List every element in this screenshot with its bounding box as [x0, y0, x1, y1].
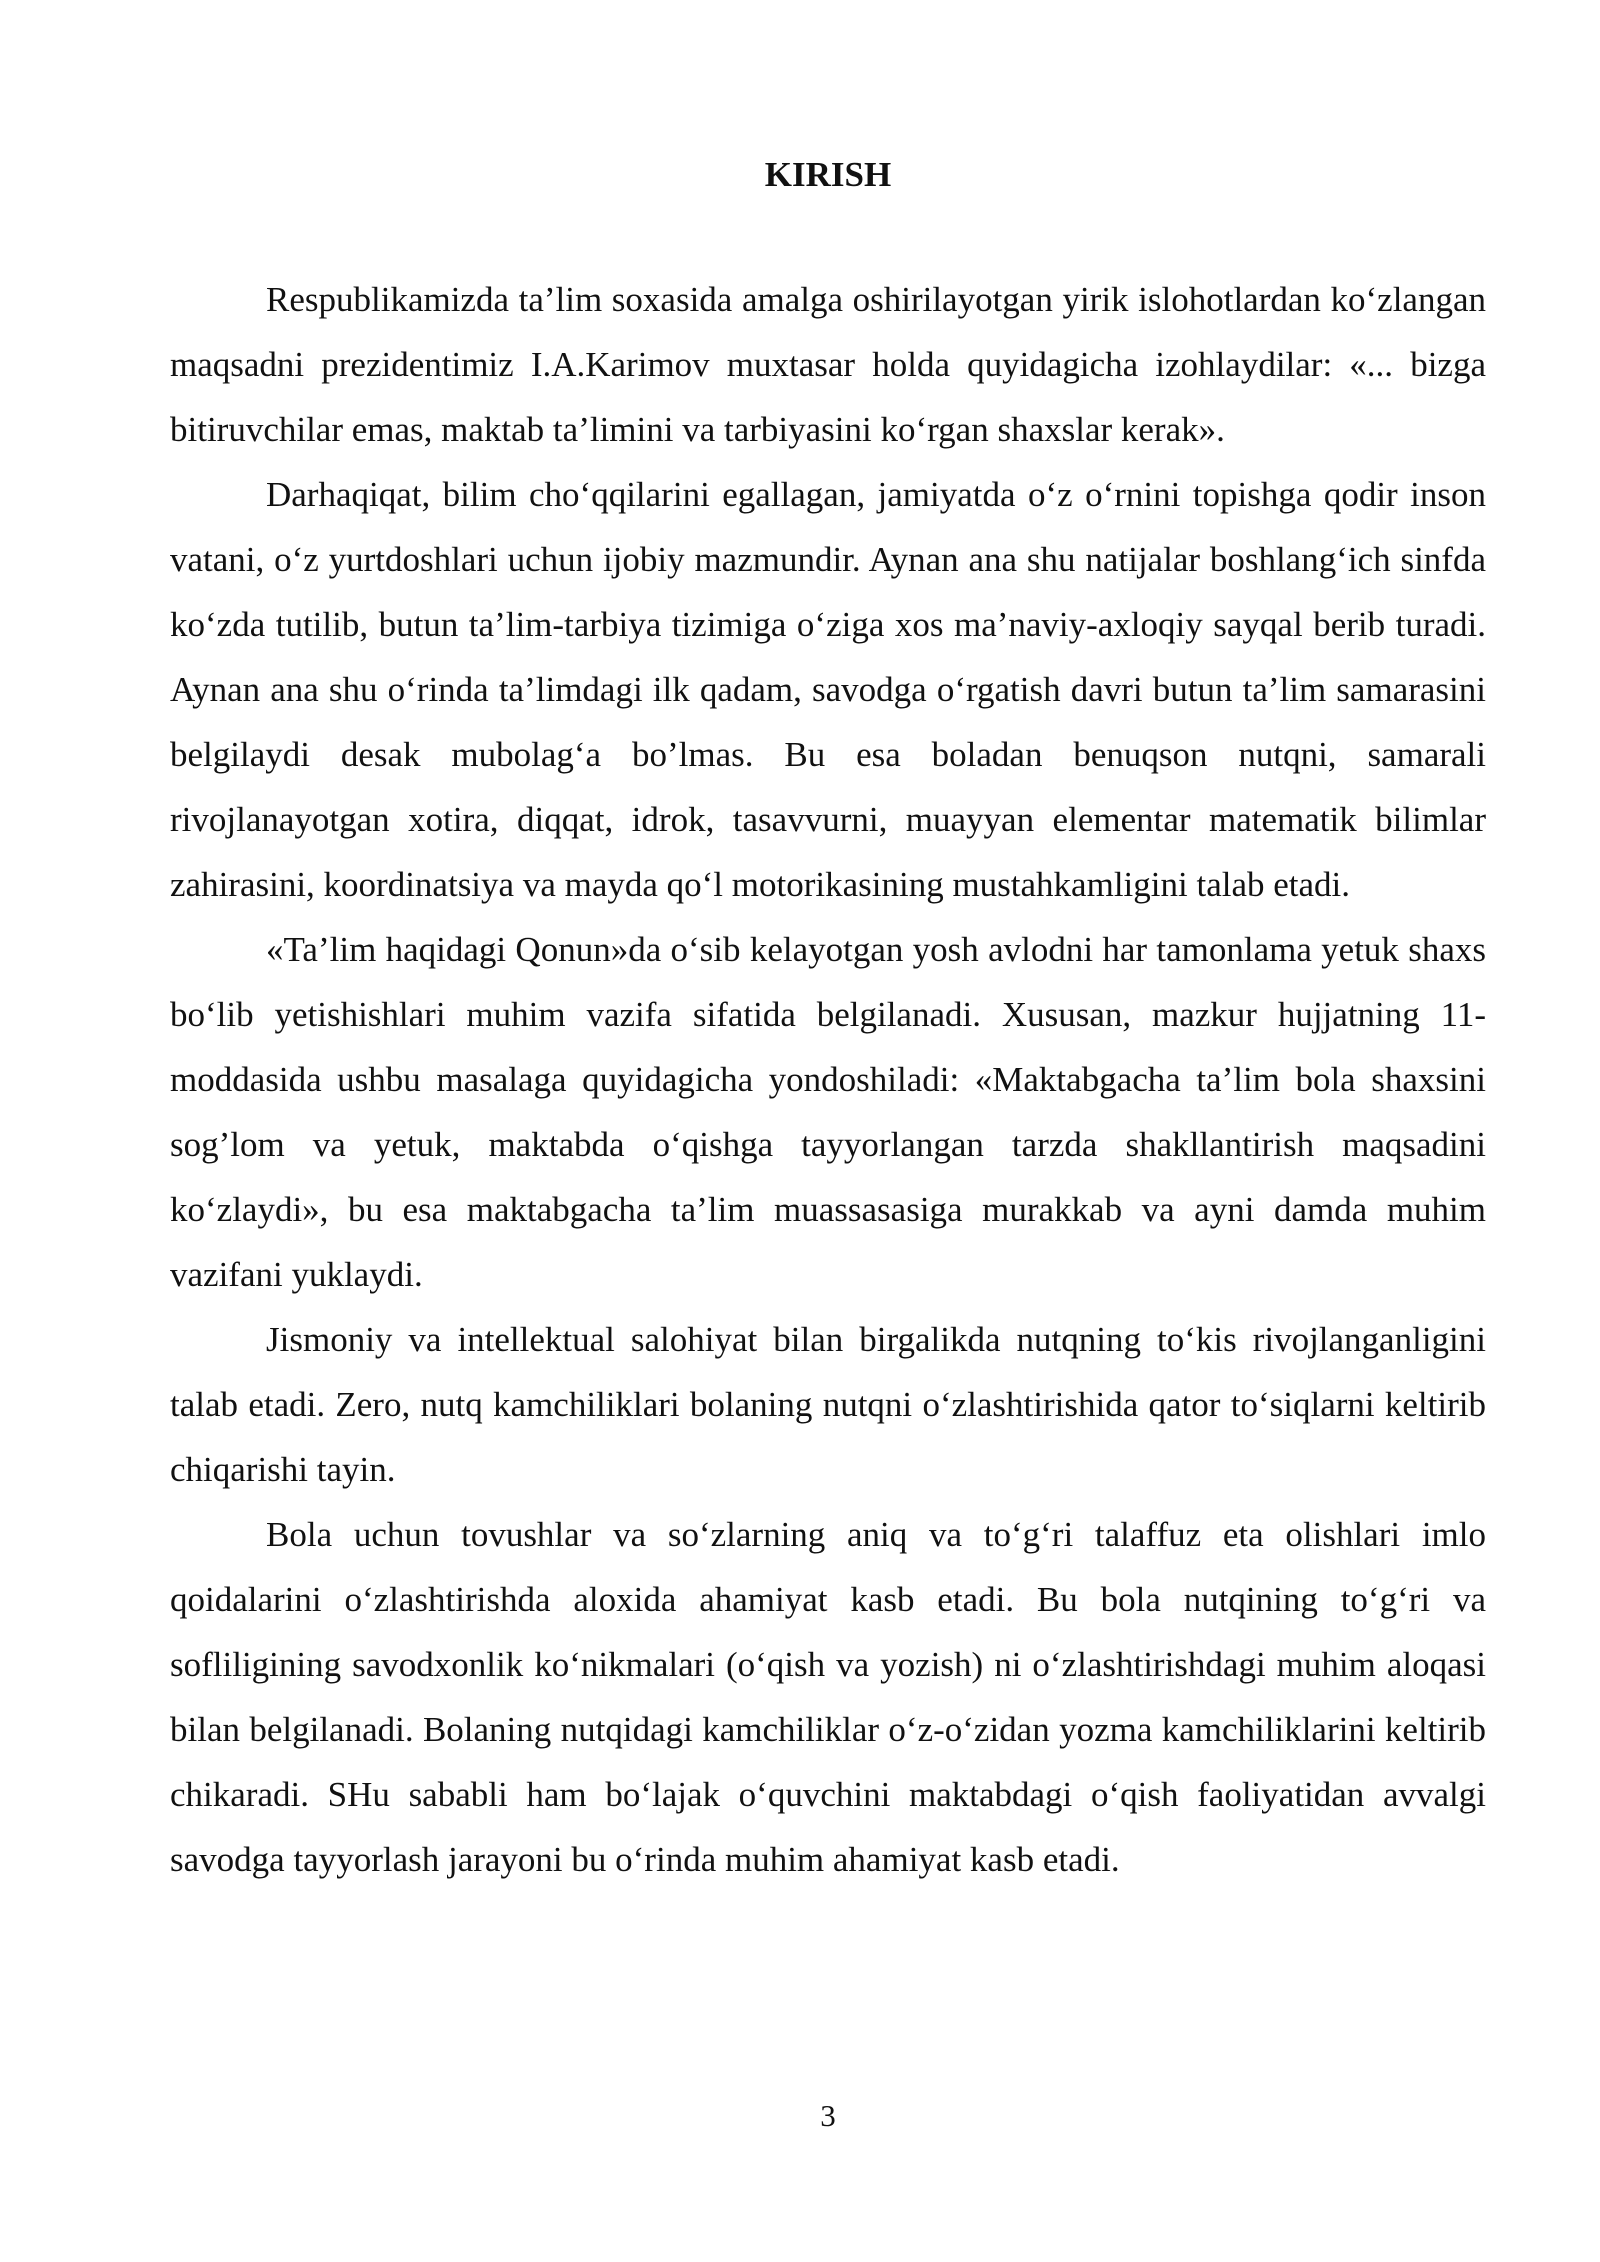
paragraph-5: Bola uchun tovushlar va so‘zlarning aniq va to‘g‘ri talaffuz eta olishlari imlo qoidalarini o‘zlashtirishda aloxida ahamiyat kasb etadi. Bu bola nutqining to‘g‘ri va sofliligining savodxonlik ko‘nikmalari (o‘qish va yozish) ni o‘zlashtirishdagi muhim aloqasi bilan belgilanadi. Bolaning nutqidagi kamchiliklar o‘z-o‘zidan yozma kamchiliklarini keltirib chikaradi. SHu sababli ham bo‘lajak o‘quvchini maktabdagi o‘qish faoliyatidan avvalgi savodga tayyorlash jarayoni bu o‘rinda muhim ahamiyat kasb etadi.: [170, 1515, 1486, 1879]
page-title: KIRISH: [764, 155, 892, 194]
paragraph-2: Darhaqiqat, bilim cho‘qqilarini egallagan, jamiyatda o‘z o‘rnini topishga qodir inson vatani, o‘z yurtdoshlari uchun ijobiy mazmundir. Aynan ana shu natijalar boshlang‘ich sinfda ko‘zda tutilib, butun ta’lim-tarbiya tizimiga o‘ziga xos ma’naviy-axloqiy sayqal berib turadi. Aynan ana shu o‘rinda ta’limdagi ilk qadam, savodga o‘rgatish davri butun ta’lim samarasini belgilaydi desak mubolag‘a bo’lmas. Bu esa boladan benuqson nutqni, samarali rivojlanayotgan xotira, diqqat, idrok, tasavvurni, muayyan elementar matematik bilimlar zahirasini, koordinatsiya va mayda qo‘l motorikasining mustahkamligini talab etadi.: [170, 475, 1486, 904]
paragraph-1: Respublikamizda ta’lim soxasida amalga oshirilayotgan yirik islohotlardan ko‘zlangan maqsadni prezidentimiz I.A.Karimov muxtasar holda quyidagicha izohlaydilar: «... bizga bitiruvchilar emas, maktab ta’limini va tarbiyasini ko‘rgan shaxslar kerak».: [170, 280, 1486, 449]
paragraph-4: Jismoniy va intellektual salohiyat bilan birgalikda nutqning to‘kis rivojlanganligini talab etadi. Zero, nutq kamchiliklari bolaning nutqni o‘zlashtirishida qator to‘siqlarni keltirib chiqarishi tayin.: [170, 1320, 1486, 1489]
page-number: 3: [820, 2098, 836, 2133]
body-text: [170, 267, 1486, 1892]
paragraph-3: «Ta’lim haqidagi Qonun»da o‘sib kelayotgan yosh avlodni har tamonlama yetuk shaxs bo‘lib yetishishlari muhim vazifa sifatida belgilanadi. Xususan, mazkur hujjatning 11-moddasida ushbu masalaga quyidagicha yondoshiladi: «Maktabgacha ta’lim bola shaxsini sog’lom va yetuk, maktabda o‘qishga tayyorlangan tarzda shakllantirish maqsadini ko‘zlaydi», bu esa maktabgacha ta’lim muassasasiga murakkab va ayni damda muhim vazifani yuklaydi.: [170, 930, 1486, 1294]
